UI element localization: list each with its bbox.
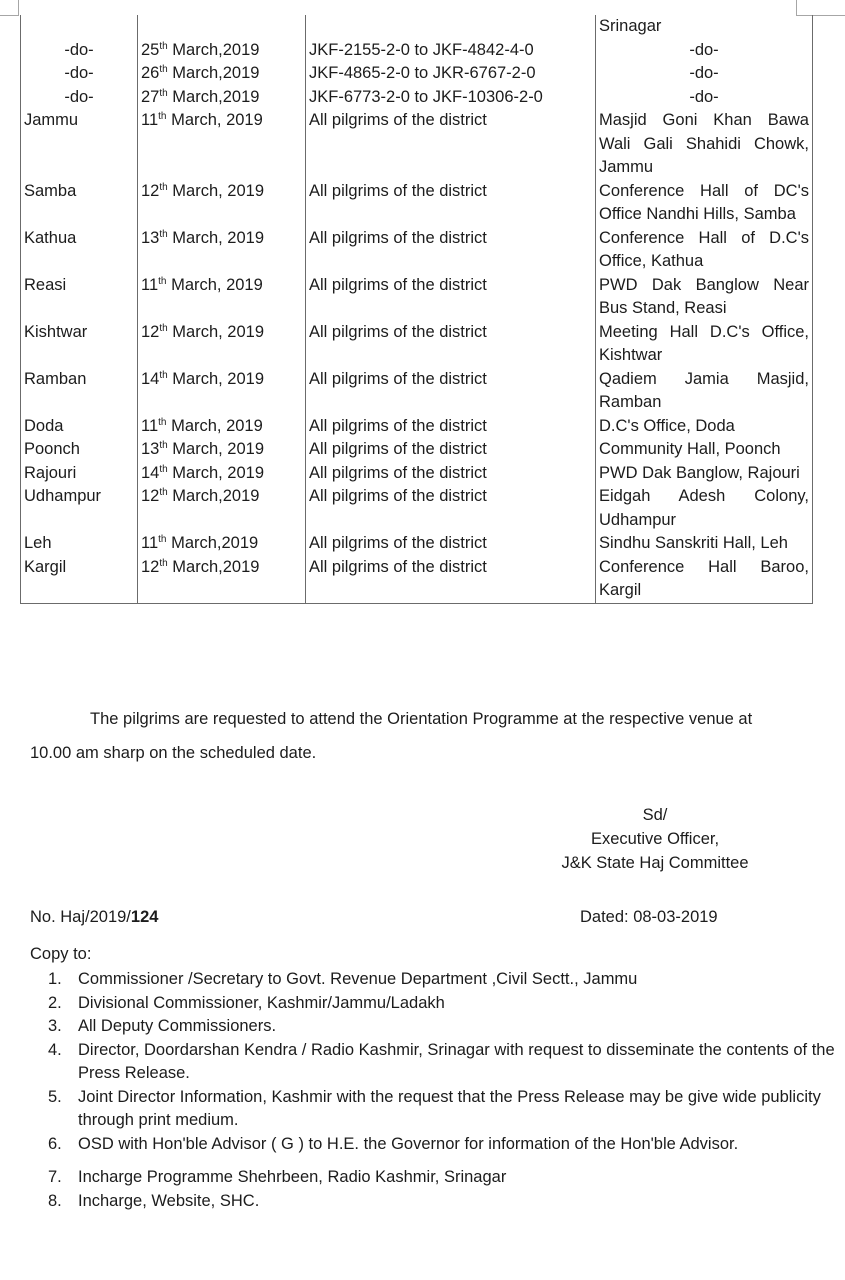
date-day: 14 [141,463,160,482]
table-row [21,532,813,556]
date-cell [138,180,306,227]
table-row [21,274,813,321]
copy-to-item-text: Director, Doordarshan Kendra / Radio Kashmir, Srinagar with request to disseminate the contents of the Press Release. [78,1040,835,1082]
district-cell: Leh [21,532,138,556]
date-ordinal-suffix: th [159,40,168,52]
date-ordinal-suffix: th [158,275,167,287]
date-day: 12 [141,557,160,576]
date-month-year: March, 2019 [167,440,265,458]
table-row [21,415,813,439]
date-ordinal-suffix: th [158,111,167,122]
copy-to-item-text: Divisional Commissioner, Kashmir/Jammu/Ladakh [78,993,445,1012]
date-cell [138,321,306,368]
venue-cell: Sindhu Sanskriti Hall, Leh [596,532,813,556]
pilgrims-cell: All pilgrims of the district [306,415,596,439]
table-row [21,180,813,227]
copy-to-item-number: 4. [48,1040,62,1059]
pilgrims-cell: JKF-6773-2-0 to JKF-10306-2-0 [306,86,596,110]
venue-cell: Eidgah Adesh Colony, Udhampur [596,485,813,532]
pilgrims-cell: JKF-2155-2-0 to JKF-4842-4-0 [306,39,596,63]
date-month-year: March,2019 [167,87,260,106]
date-cell [138,532,306,556]
copy-to-item-number: 3. [48,1017,62,1035]
date-ordinal-suffix: th [158,416,167,428]
date-month-year: March,2019 [167,40,260,59]
signature-sd: Sd/ [642,806,668,824]
table-row [21,62,813,86]
pilgrims-cell: All pilgrims of the district [306,532,596,556]
copy-to-item [48,968,845,992]
reference-date: Dated: 08-03-2019 [580,908,718,926]
copy-to-item-text: Incharge, Website, SHC. [78,1191,260,1210]
table-row [21,227,813,274]
district-cell: Kathua [21,227,138,274]
date-day: 12 [141,487,160,505]
reference-number [30,908,158,927]
date-cell [138,39,306,63]
copy-to-item-text: Commissioner /Secretary to Govt. Revenue Department ,Civil Sectt., Jammu [78,970,638,988]
date-cell [138,274,306,321]
reference-number-value: 124 [130,908,159,926]
venue-cell: PWD Dak Banglow Near Bus Stand, Reasi [596,274,813,321]
copy-to-item-number: 7. [48,1168,62,1186]
table-row [21,321,813,368]
instruction-paragraph [30,702,786,770]
table-top-stub-left [18,0,19,16]
pilgrims-cell: All pilgrims of the district [306,109,596,180]
venue-cell: Meeting Hall D.C's Office, Kishtwar [596,321,813,368]
date-month-year: March, 2019 [167,228,265,247]
table-top-stub-right [796,0,797,16]
pilgrims-cell: All pilgrims of the district [306,485,596,532]
copy-to-item-text: OSD with Hon'ble Advisor ( G ) to H.E. the Governor for information of the Hon'ble Advisor. [78,1134,739,1153]
copy-to-item [48,1015,845,1039]
copy-to-item [48,992,845,1016]
date-ordinal-suffix: th [158,534,167,545]
date-day: 11 [141,111,159,129]
date-cell [138,86,306,110]
copy-to-list [0,968,845,1213]
date-cell [138,415,306,439]
table-row [21,368,813,415]
date-cell [138,485,306,532]
date-cell [138,15,306,39]
pilgrims-cell: All pilgrims of the district [306,274,596,321]
date-day: 14 [141,369,160,388]
venue-cell: Qadiem Jamia Masjid, Ramban [596,368,813,415]
date-month-year: March,2019 [167,487,260,505]
district-cell: Reasi [21,274,138,321]
venue-cell: Community Hall, Poonch [596,438,813,462]
date-month-year: March,2019 [167,64,260,82]
date-cell [138,62,306,86]
date-ordinal-suffix: th [159,64,168,75]
pilgrims-cell: All pilgrims of the district [306,227,596,274]
venue-cell: -do- [596,62,813,86]
pilgrims-cell: All pilgrims of the district [306,462,596,486]
date-month-year: March, 2019 [167,369,265,388]
district-cell: Ramban [21,368,138,415]
pilgrims-cell: All pilgrims of the district [306,368,596,415]
date-ordinal-suffix: th [159,557,168,569]
venue-cell: Masjid Goni Khan Bawa Wali Gali Shahidi Chowk, Jammu [596,109,813,180]
district-cell: Kargil [21,556,138,604]
instruction-text: The pilgrims are requested to attend the Orientation Programme at the respective venue at 10.00 am sharp on the scheduled date. [30,710,753,762]
district-cell: Rajouri [21,462,138,486]
date-day: 11 [141,275,159,294]
date-day: 13 [141,228,160,247]
pilgrims-cell: JKF-4865-2-0 to JKR-6767-2-0 [306,62,596,86]
table-row [21,485,813,532]
venue-cell: PWD Dak Banglow, Rajouri [596,462,813,486]
copy-to-item [48,1086,845,1133]
copy-to-item-number: 1. [48,970,62,988]
schedule-table-body [21,15,813,603]
venue-cell: Srinagar [596,15,813,39]
date-cell [138,462,306,486]
venue-cell: -do- [596,86,813,110]
date-ordinal-suffix: th [159,228,168,240]
date-month-year: March, 2019 [167,463,265,482]
venue-cell: Conference Hall of DC's Office Nandhi Hills, Samba [596,180,813,227]
table-row [21,109,813,180]
copy-to-item-text: All Deputy Commissioners. [78,1017,277,1035]
copy-to-item-text: Joint Director Information, Kashmir with the request that the Press Release may be give wide publicity through print medium. [78,1087,821,1129]
date-ordinal-suffix: th [159,463,168,475]
table-top-border-left [0,15,18,16]
date-day: 12 [141,322,160,341]
reference-prefix: No. Haj/2019/ [30,908,131,926]
date-cell [138,227,306,274]
date-month-year: March, 2019 [166,275,263,294]
date-cell [138,438,306,462]
date-day: 11 [141,416,159,435]
district-cell: -do- [21,62,138,86]
date-ordinal-suffix: th [159,181,168,193]
orientation-schedule-table [20,15,813,604]
date-month-year: March, 2019 [167,181,265,200]
district-cell [21,15,138,39]
district-cell: -do- [21,39,138,63]
copy-to-item-number: 6. [48,1134,62,1153]
date-ordinal-suffix: th [159,440,168,451]
signatory-organization: J&K State Haj Committee [561,854,749,872]
date-day: 13 [141,440,160,458]
copy-to-item-number: 8. [48,1191,62,1210]
date-day: 25 [141,40,160,59]
venue-cell: -do- [596,39,813,63]
date-ordinal-suffix: th [159,322,168,334]
date-month-year: March, 2019 [166,111,263,129]
date-cell [138,556,306,604]
date-cell [138,368,306,415]
district-cell: Kishtwar [21,321,138,368]
date-day: 11 [141,534,159,552]
date-cell [138,109,306,180]
copy-to-label: Copy to: [30,945,92,963]
copy-to-item [48,1039,845,1086]
date-ordinal-suffix: th [159,87,168,99]
date-ordinal-suffix: th [159,369,168,381]
district-cell: Samba [21,180,138,227]
date-month-year: March, 2019 [166,416,263,435]
copy-to-item [48,1133,845,1157]
pilgrims-cell: All pilgrims of the district [306,556,596,604]
venue-cell: Conference Hall of D.C's Office, Kathua [596,227,813,274]
table-row [21,556,813,604]
pilgrims-cell [306,15,596,39]
table-row [21,438,813,462]
district-cell: Udhampur [21,485,138,532]
district-cell: Jammu [21,109,138,180]
table-row [21,86,813,110]
table-row [21,39,813,63]
copy-to-item-text: Incharge Programme Shehrbeen, Radio Kashmir, Srinagar [78,1168,507,1186]
district-cell: Doda [21,415,138,439]
pilgrims-cell: All pilgrims of the district [306,438,596,462]
district-cell: Poonch [21,438,138,462]
signatory-title: Executive Officer, [590,830,720,848]
copy-to-item-number: 2. [48,993,62,1012]
date-month-year: March, 2019 [167,322,265,341]
copy-to-item [48,1166,845,1190]
venue-cell: Conference Hall Baroo, Kargil [596,556,813,604]
pilgrims-cell: All pilgrims of the district [306,180,596,227]
date-day: 26 [141,64,160,82]
signature-block [545,803,765,875]
copy-to-item [48,1190,845,1214]
table-row [21,15,813,39]
copy-to-item-number: 5. [48,1087,62,1106]
date-month-year: March,2019 [166,534,259,552]
table-row [21,462,813,486]
date-day: 27 [141,87,160,106]
date-ordinal-suffix: th [159,487,168,498]
pilgrims-cell: All pilgrims of the district [306,321,596,368]
district-cell: -do- [21,86,138,110]
date-day: 12 [141,181,160,200]
date-month-year: March,2019 [167,557,260,576]
venue-cell: D.C's Office, Doda [596,415,813,439]
